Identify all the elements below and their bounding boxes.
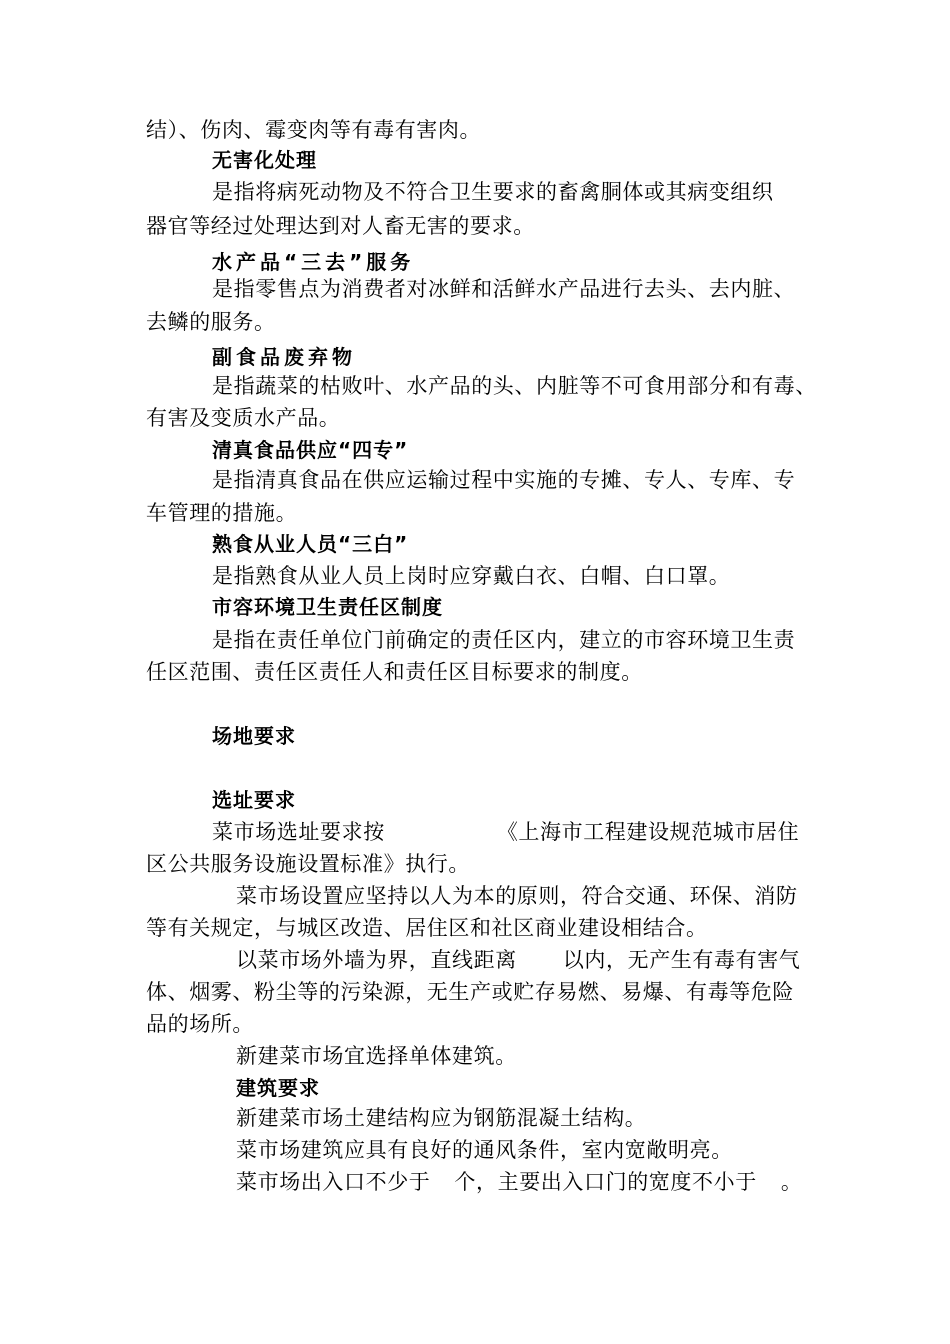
body-line (236, 946, 800, 974)
term-heading: 副食品废弃物 (212, 345, 356, 369)
subsection-heading: 建筑要求 (236, 1076, 320, 1100)
body-line: 有害及变质水产品。 (146, 406, 341, 430)
term-heading: 市容环境卫生责任区制度 (212, 595, 443, 619)
body-line: 新建菜市场宜选择单体建筑。 (236, 1044, 517, 1068)
body-line: 器官等经过处理达到对人畜无害的要求。 (146, 214, 535, 238)
body-line: 是指在责任单位门前确定的责任区内，建立的市容环境卫生责 (212, 628, 796, 652)
body-text: 。 (780, 1170, 803, 1194)
body-line (236, 1168, 802, 1196)
body-line: 是指清真食品在供应运输过程中实施的专摊、专人、专库、专 (212, 468, 796, 492)
body-text: 个，主要出入口门的宽度不小于 (454, 1170, 757, 1194)
body-text: 以内，无产生有毒有害气 (562, 948, 801, 972)
body-line: 品的场所。 (146, 1012, 254, 1036)
body-line: 体、烟雾、粉尘等的污染源，无生产或贮存易燃、易爆、有毒等危险 (146, 980, 794, 1004)
body-line: 任区范围、责任区责任人和责任区目标要求的制度。 (146, 660, 643, 684)
body-line: 是指将病死动物及不符合卫生要求的畜禽胴体或其病变组织 (212, 180, 774, 204)
body-line: 去鳞的服务。 (146, 310, 276, 334)
term-heading: 水产品“三去”服务 (212, 250, 415, 274)
body-line: 区公共服务设施设置标准》执行。 (146, 852, 470, 876)
term-heading: 熟食从业人员“三白” (212, 532, 409, 556)
body-line (212, 818, 799, 846)
body-line: 菜市场建筑应具有良好的通风条件，室内宽敞明亮。 (236, 1138, 733, 1162)
body-line: 是指零售点为消费者对冰鲜和活鲜水产品进行去头、去内脏、 (212, 277, 796, 301)
body-text: 菜市场选址要求按 (212, 820, 385, 844)
term-heading: 清真食品供应“四专” (212, 438, 409, 462)
body-line: 是指蔬菜的枯败叶、水产品的头、内脏等不可食用部分和有毒、 (212, 374, 817, 398)
body-text: 以菜市场外墙为界，直线距离 (236, 948, 517, 972)
body-line: 新建菜市场土建结构应为钢筋混凝土结构。 (236, 1106, 647, 1130)
body-line: 结）、伤肉、霉变肉等有毒有害肉。 (146, 118, 482, 142)
term-heading: 无害化处理 (212, 148, 317, 172)
section-heading: 场地要求 (212, 724, 296, 748)
body-line: 车管理的措施。 (146, 501, 298, 525)
body-line: 菜市场设置应坚持以人为本的原则，符合交通、环保、消防 (236, 884, 798, 908)
body-line: 等有关规定，与城区改造、居住区和社区商业建设相结合。 (146, 916, 708, 940)
body-text: 菜市场出入口不少于 (236, 1170, 431, 1194)
subsection-heading: 选址要求 (212, 788, 296, 812)
body-line: 是指熟食从业人员上岗时应穿戴白衣、白帽、白口罩。 (212, 564, 731, 588)
body-text: 《上海市工程建设规范城市居住 (496, 820, 800, 844)
